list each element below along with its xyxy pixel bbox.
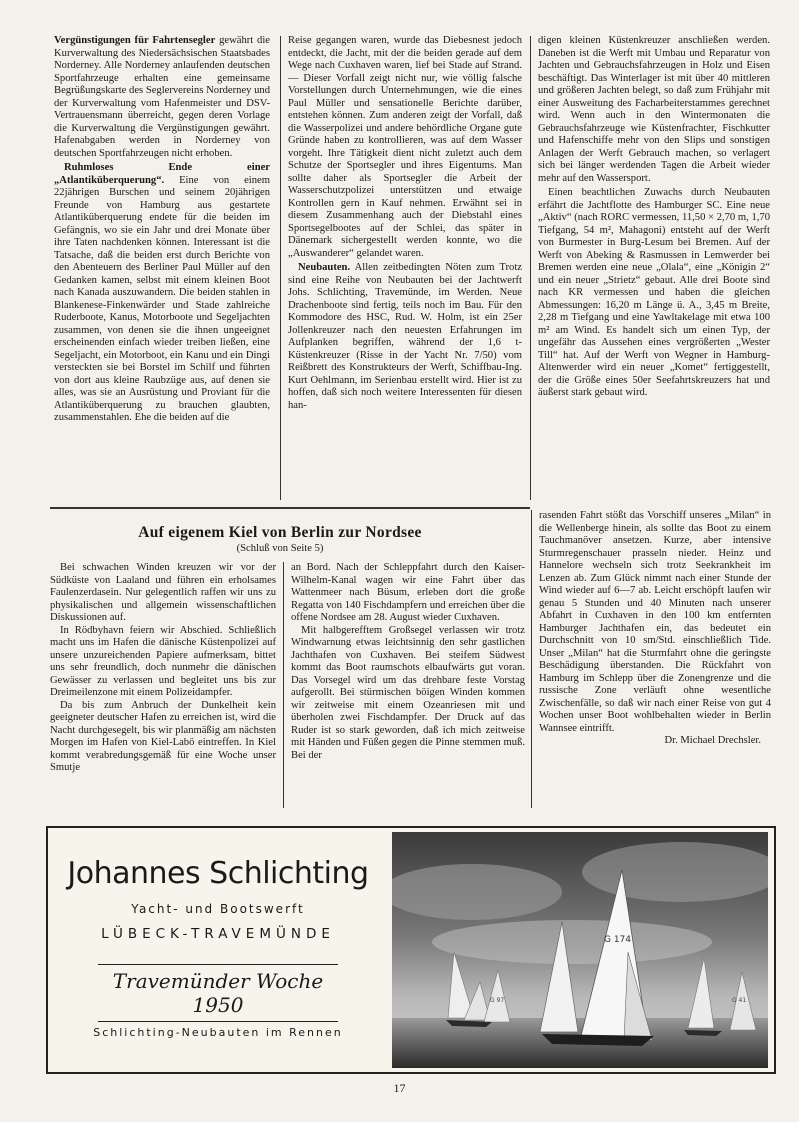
sail-number: G 174 <box>604 935 632 945</box>
paragraph-heading: Ruhmloses Ende einer „Atlantiküberquerung“. <box>54 162 270 186</box>
sail-number: G 41 <box>732 997 747 1004</box>
top-column-3 <box>538 35 770 400</box>
paragraph <box>54 162 270 425</box>
paragraph-heading: Vergünstigungen für Fahrtensegler <box>54 35 216 46</box>
paragraph-text: Reise gegangen waren, wurde das Diebesnest jedoch entdeckt, die Jacht, mit der die beiden gerade auf dem Wege nach Cuxhaven waren, lief bei Stade auf Strand. — Dieser Vorfall zeigt nicht nur, wie völlig falsche Vorstellungen durch Unternehmungen, wie die eines Paul Müller und sensationelle Berichte darüber, entstehen können. Zum anderen zeigt der Vorfall, daß die Wasserpolizei und andere behördliche Organe gute Gründe haben zu kontrollieren, was auf dem Wasser vorgeht. Ihre Tätigkeit dient nicht zuletzt auch dem Schutze der Sportsegler und ihres Eigentums. Man sollte daher als Sportsegler die Arbeit der Wasserschutzpolizei unterstützen und etwaige Kontrollen gern in Kauf nehmen. Erwähnt sei in diesem Zusammenhang auch der Diebstahl eines Sportsegelbootes auf der Schlei, das später in Dänemark sichergestellt werden konnte, wo die „Auswanderer“ gelandet waren. <box>288 35 522 259</box>
paragraph <box>538 187 770 400</box>
ad-text-panel <box>48 828 388 1072</box>
paragraph-text: Eine von einem 22jährigen Burschen und seinem 20jährigen Freunde von Hamburg aus gestartete Atlantiküberquerung endete für die beiden im Gefängnis, wo sie ein Jahr und drei Monate über ihre Taten nachdenken können. Interessant ist die Tatsache, daß die beiden erst durch Berichte von den Abenteuern des Berliner Paul Müller auf den Gedanken kamen, selbst mit einem kleinen Boot nach Kanada auszuwandern. Die beiden stahlen in Blankenese-Finkenwärder und Stade zahlreiche Ruderboote, Kanus, Motorboote und Segeljachten zusammen, von denen sie die ihnen ungeeignet erscheinenden einfach wieder treiben ließen, eine Segeljacht, ein Motorboot, ein Kanu und ein Dingi versteckten sie bei Borstel im Schilf und führten von dort aus kleine Raubzüge aus, auf denen sie alles, was sie an Ausrüstung und Proviant für die Atlantiküberquerung zu brauchen glaubten, zusammenstahlen. Ehe die beiden auf die <box>54 174 270 423</box>
paragraph-text: Einen beachtlichen Zuwachs durch Neubauten erfährt die Jachtflotte des Hamburger SC. Eine neue „Aktiv“ (nach RORC vermessen, 11,50 × 2,70 m, 1,70 Tiefgang, 54 m², Mahagoni) entsteht auf der Werft von Burmester in Burg-Lesum bei Bremen. Auf der Werft von Abeking & Rasmussen in Lemwerder bei Bremen werden eine neue „Olala“, eine „Königin 2“ und ein neuer „Strietz“ gebaut. Alle drei Boote sind nach KR vermessen und haben die gleichen Abmessungen: 16,20 m Länge ü. A., 3,45 m Breite, 2,28 m Tiefgang und eine Yawltakelage mit etwa 100 m² am Wind. Es handelt sich um einen Typ, der ungefähr das Aussehen eines vergrößerten „Wester Till“ hat. Auf der Werft von Wegner in Hamburg-Altenwerder wird ein neuer „Komet“ fertiggestellt, der die Größe eines 50er Seefahrtskreuzers hat und äußerst stark gebaut wird. <box>538 187 770 398</box>
paragraph: Mit halbgerefftem Großsegel verlassen wir trotz Windwarnung etwas leichtsinnig den sehr gastlichen Jachthafen von Cuxhaven. Bei steifem Südwest kommt das Boot raumschots elbaufwärts gut voran. Das Vorsegel wird um das drehbare feste Vorstag aufgerollt. Bei stürmischen böigen Winden kommen wir zeitweise mit einem Ozeanriesen mit und überholen zwei Fischdampfer. Der Druck auf das Ruder ist so stark geworden, daß ich mich zeitweise mit Händen und Füßen gegen die Pinne stemmen muß. Bei der <box>291 624 525 761</box>
paragraph: rasenden Fahrt stößt das Vorschiff unseres „Milan“ in die Wellenberge hinein, als sollte das Boot zu einem Tauchmanöver ansetzen. Kurze, aber intensive Sturmregenschauer prasseln nieder. Heinz und Hannelore wechseln sich trotz Seekrankheit im Lenzen ab. Zum Glück nimmt nach einer Stunde der Wind wieder auf 6—7 ab. Leicht erschöpft laufen wir genau 5 Stunden und 40 Minuten nach unserer Abfahrt in Cuxhaven in den 100 km entfernten Hamburger Jachthafen ein, das bedeutet ein Durchschnitt von 10 sm/Std. einschließlich Tide. Unser „Milan“ hat die Sturmfahrt ohne die geringste Beschädigung überstanden. Die Rückfahrt von Hamburg im Schlepp über die Zonengrenze und die russische Zone verläuft ohne wesentliche Zwischenfälle, so daß wir nach einer Reise von gut 4 Wochen unser Boot wohlbehalten wieder in Berlin Wannsee eintrifft. <box>539 510 771 734</box>
paragraph: In Rödbyhavn feiern wir Abschied. Schließlich macht uns im Hafen die dänische Küstenpolizei auf unsere unzureichenden Papiere aufmerksam, bittet uns sehr freundlich, doch nunmehr die dänischen Gewässer zu verlassen und begleitet uns bis zur Dreimeilenzone mit einem Polizeidampfer. <box>50 624 276 698</box>
ad-company-name: Johannes Schlichting <box>67 856 369 891</box>
column-divider <box>530 36 531 500</box>
ad-caption: Schlichting-Neubauten im Rennen <box>93 1026 343 1039</box>
advertisement <box>46 826 776 1074</box>
paragraph-text: Allen zeitbedingten Nöten zum Trotz sind eine Reihe von Neubauten bei der Jachtwerft Johs. Schlichting, Travemünde, im Werden. Neue Drachenboote sind fertig, teils noch im Bau. Für den Kommodore des HSC, Rud. W. Holm, ist ein 25er Jollenkreuzer nach den neuesten Erfahrungen im Aufplanken begriffen, während der 1,6 t-Küstenkreuzer (Risse in der Yacht Nr. 7/50) vom Reißbrett des Konstrukteurs der Werft, Schiffbau-Ing. Kurt Oehlmann, im Serienbau erstellt wird. Hier ist zu hoffen, daß sich noch weitere Interessenten für diesen han- <box>288 262 522 411</box>
column-divider <box>283 562 284 808</box>
paragraph-text: digen kleinen Küstenkreuzer anschließen werden. Daneben ist die Werft mit Umbau und Reparatur von Jachten und Gebrauchsfahrzeugen in Holz und Eisen beschäftigt. Das Winterlager ist mit über 40 mittleren und größeren Jachten belegt, so daß zum Frühjahr mit einer Ausweitung des Facharbeiterstammes gerechnet wird. Wenn auch in den Wintermonaten die Gebrauchsfahrzeuge wie Küstenfrachter, Fischkutter und Hafenschiffe mehr von den Slips und sonstigen Anlagen der Werft Gebrauch machen, so verlagert sich bei länger werdenden Tagen die Arbeit wieder mehr auf den Wassersport. <box>538 35 770 184</box>
article-subtitle: (Schluß von Seite 5) <box>236 543 324 554</box>
paragraph: Da bis zum Anbruch der Dunkelheit kein geeigneter deutscher Hafen zu erreichen ist, wird die Nacht durchgesegelt, bis wir planmäßig am nächsten Morgen im Hafen von Kiel-Labö eintreffen. In Kiel kommt verabredungsgemäß für eine Woche unser Smutje <box>50 699 276 773</box>
paragraph: an Bord. Nach der Schleppfahrt durch den Kaiser-Wilhelm-Kanal wagen wir eine Fahrt über das Wattenmeer nach Büsum, erleben dort die große Regatta von 140 Fischdampfern und erreichen über die offene Nordsee am 28. August wieder Cuxhaven. <box>291 562 525 623</box>
ad-event: Travemünder Woche 1950 <box>98 964 338 1022</box>
sail-number: G 97 <box>490 997 505 1004</box>
paragraph <box>288 35 522 260</box>
article-title: Auf eigenem Kiel von Berlin zur Nordsee <box>138 524 422 541</box>
article-author: Dr. Michael Drechsler. <box>664 735 761 746</box>
column-divider <box>531 510 532 808</box>
article-column-2 <box>291 562 525 762</box>
paragraph <box>538 35 770 185</box>
paragraph: Bei schwachen Winden kreuzen wir vor der Südküste von Laaland und führen ein erholsames Faulenzerdasein. Nur gelegentlich raffen wir uns zu physikalischen und allgemein wissenschaftlichen Diskussionen auf. <box>50 562 276 623</box>
sailboats-photo <box>392 832 768 1068</box>
ad-tagline: Yacht- und Bootswerft <box>131 902 305 916</box>
ad-location: LÜBECK-TRAVEMÜNDE <box>101 926 335 942</box>
section-divider <box>50 507 530 509</box>
page-number: 17 <box>393 1081 406 1095</box>
paragraph-heading: Neubauten. <box>298 262 351 273</box>
top-column-1 <box>54 35 270 425</box>
top-column-2 <box>288 35 522 412</box>
article-column-3 <box>539 510 771 748</box>
paragraph-text: gewährt die Kurverwaltung des Niedersächsischen Staatsbades Norderney. Alle Norderney anlaufenden deutschen Sportfahrzeuge erhalten eine gemeinsame Begrüßungskarte des Seglervereins Norderney und der Kurverwaltung vom Hafenmeister und DSV-Vertrauensmann überreicht, gegen deren Vorlage die Kurverwaltung die Vergünstigungen gewährt. Hafenabgaben werden in Norderney von deutschen Sportfahrzeugen nicht erhoben. <box>54 35 270 159</box>
paragraph <box>288 262 522 412</box>
paragraph <box>54 35 270 160</box>
column-divider <box>280 36 281 500</box>
article-column-1 <box>50 562 276 775</box>
